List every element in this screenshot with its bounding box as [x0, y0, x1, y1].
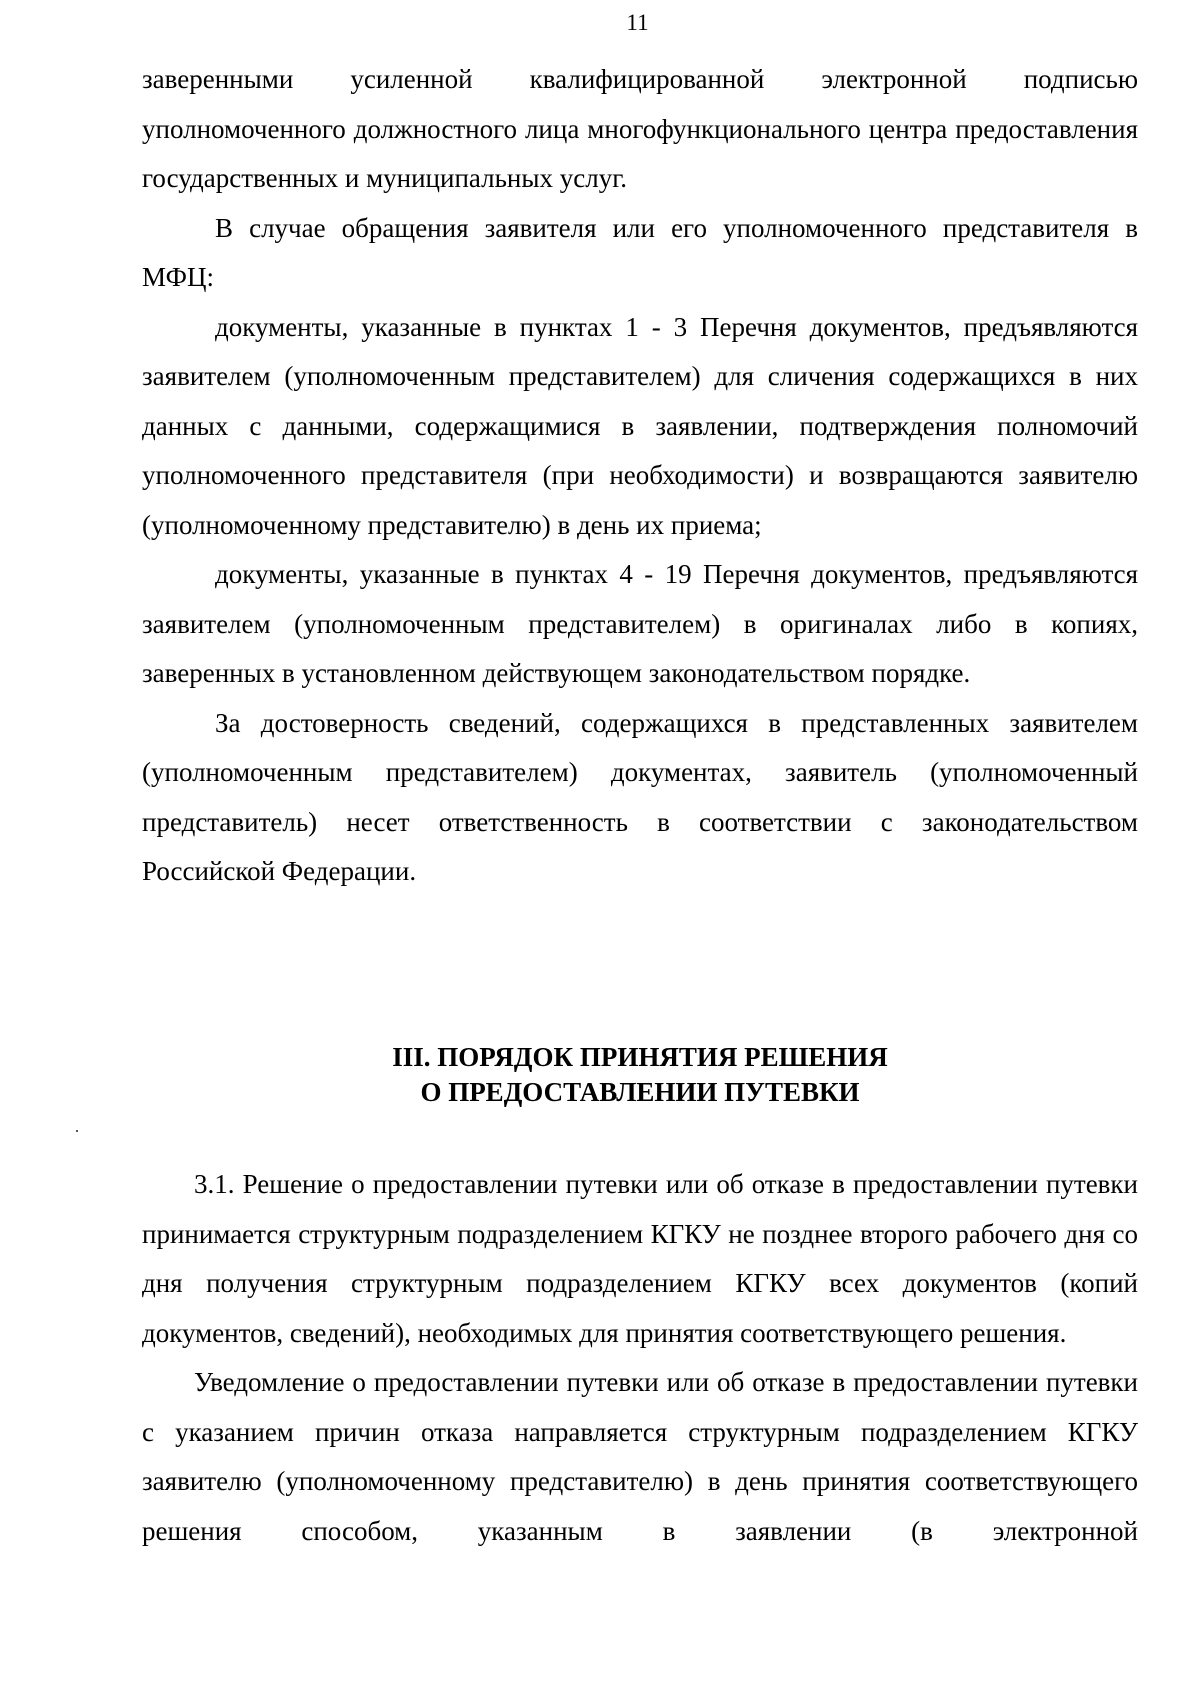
- section-heading-line-2: О ПРЕДОСТАВЛЕНИИ ПУТЕВКИ: [420, 1077, 860, 1107]
- paragraph-mfc-intro: В случае обращения заявителя или его уполномоченного представителя в МФЦ:: [142, 212, 1138, 292]
- section-heading-line-1: III. ПОРЯДОК ПРИНЯТИЯ РЕШЕНИЯ: [392, 1042, 888, 1072]
- section-heading: [142, 1040, 1138, 1110]
- document-body-bottom: [142, 1160, 1138, 1556]
- paragraph-documents-1-3: документы, указанные в пунктах 1 - 3 Перечня документов, предъявляются заявителем (уполномоченным представителем) для сличения содержащихся в них данных с данными, содержащимися в заявлении, подтверждения полномочий уполномоченного представителя (при необходимости) и возвращаются заявителю (уполномоченному представителю) в день их приема;: [142, 311, 1138, 540]
- paragraph-documents-4-19: документы, указанные в пунктах 4 - 19 Перечня документов, предъявляются заявителем (уполномоченным представителем) в оригиналах либо в копиях, заверенных в установленном действующем законодательством порядке.: [142, 559, 1138, 688]
- paragraph-responsibility: За достоверность сведений, содержащихся в представленных заявителем (уполномоченным представителем) документах, заявитель (уполномоченный представитель) несет ответственность в соответствии с законодательством Российской Федерации.: [142, 707, 1138, 886]
- paragraph-notification: Уведомление о предоставлении путевки или об отказе в предоставлении путевки с указанием причин отказа направляется структурным подразделением КГКУ заявителю (уполномоченному представителю) в день принятия соответствующего решения способом, указанным в заявлении (в электронной: [142, 1367, 1138, 1546]
- page-number: 11: [626, 10, 649, 35]
- scan-speck: [76, 1130, 78, 1132]
- paragraph-continuation: заверенными усиленной квалифицированной электронной подписью уполномоченного должностного лица многофункционального центра предоставления государственных и муниципальных услуг.: [142, 64, 1138, 193]
- document-body-top: [142, 55, 1138, 897]
- paragraph-3-1: 3.1. Решение о предоставлении путевки или об отказе в предоставлении путевки принимается структурным подразделением КГКУ не позднее второго рабочего дня со дня получения структурным подразделением КГКУ всех документов (копий документов, сведений), необходимых для принятия соответствующего решения.: [142, 1169, 1138, 1348]
